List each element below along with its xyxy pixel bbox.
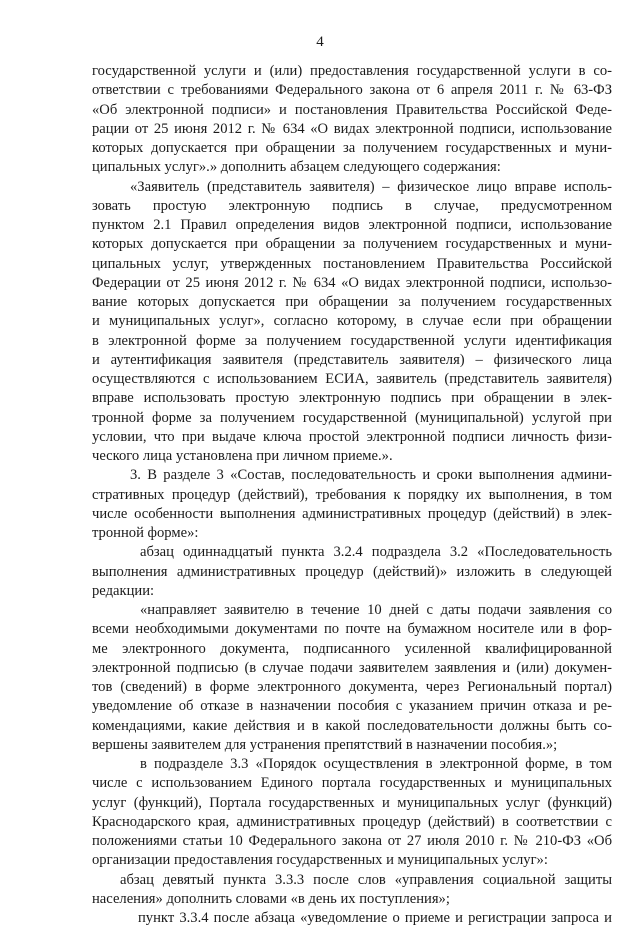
text-line: и аутентификация заявителя (представитель заявителя) – физического лица [92,351,612,368]
text-line: положениями статьи 10 Федерального закона от 27 июля 2010 г. № 210-ФЗ «Об [92,833,612,849]
text-line: вправе использовать простую электронную подпись при обращении в элек- [92,390,612,407]
text-line: ме электронного документа, подписанного усиленной квалифицированной [92,640,612,657]
text-line: редакции: [92,582,155,599]
text-line: абзац девятый пункта 3.3.3 после слов «управления социальной защиты [120,871,612,888]
page-number: 4 [316,34,324,50]
text-line: осуществляются с использованием ЕСИА, заявитель (представитель заявителя) [92,371,612,387]
text-line: «направляет заявителю в течение 10 дней с даты подачи заявления со [140,602,612,618]
text-line: ципальных услуг».» дополнить абзацем следующего содержания: [92,159,501,176]
text-line: зовать простую электронную подпись в случае, предусмотренном [92,197,612,214]
text-line: тронной форме за получением государственной (муниципальной) услугой при [92,409,612,426]
text-line: рации от 25 июня 2012 г. № 634 «О видах электронной подписи, использование [92,120,612,137]
body-text [92,62,612,928]
text-line: числе с использованием Единого портала государственных и муниципальных [92,775,612,792]
text-line: услуг (функций), Портала государственных и муниципальных услуг (функций) [92,794,612,811]
text-line: ческого лица установлена при личном приеме.». [92,448,393,464]
text-line: населения» дополнить словами «в день их поступления»; [92,890,450,907]
text-line: вание которых допускается при обращении за получением государственных [92,294,612,310]
text-line: которых допускается при обращении за получением государственных и муни- [92,140,612,156]
text-line: пунктом 2.1 Правил определения видов электронной подписи, использование [92,217,612,233]
text-line: которых допускается при обращении за получением государственных и муни- [92,236,612,253]
text-line: Краснодарского края, административных процедур (действий) в соответствии с [92,813,612,830]
text-line: в электронной форме за получением государственной услуги идентификация [92,332,612,349]
text-line: абзац одиннадцатый пункта 3.2.4 подраздела 3.2 «Последовательность [140,544,612,561]
text-line: 3. В разделе 3 «Состав, последовательность и сроки выполнения админи- [130,467,612,484]
text-line: пункт 3.3.4 после абзаца «уведомление о приеме и регистрации запроса и [138,910,612,926]
text-line: комендациями, какие действия и в какой последовательности должны быть со- [92,717,612,734]
text-line: выполнения административных процедур (действий)» изложить в следующей [92,563,612,580]
text-line: числе особенности выполнения административных процедур (действий) в элек- [92,505,612,522]
text-line: условии, что при выдаче ключа простой электронной подписи личность физи- [92,428,612,445]
text-line: ципальных услуг, утвержденных постановлением Правительства Российской [92,255,612,272]
text-line: «Об электронной подписи» и постановления Правительства Российской Феде- [92,101,612,118]
text-line: тов (сведений) в форме электронного документа, через Региональный портал) [92,679,612,695]
text-line: уведомление об отказе в назначении пособия с указанием причин отказа и ре- [92,698,612,715]
text-line: и муниципальных услуг», согласно которому, в случае если при обращении [92,313,612,330]
text-line: электронной подписью (в случае подачи заявителем заявления и (или) докумен- [92,659,612,676]
text-line: в подразделе 3.3 «Порядок осуществления в электронной форме, в том [140,756,612,772]
text-line: тронной форме»: [92,525,199,541]
text-line: государственной услуги и (или) предоставления государственной услуги в со- [92,63,612,79]
text-line: стративных процедур (действий), требования к порядку их выполнения, в том [92,486,612,503]
text-line: организации предоставления государственных и муниципальных услуг»: [92,852,548,869]
text-line: Федерации от 25 июня 2012 г. № 634 «О видах электронной подписи, использо- [92,274,612,291]
text-line: всеми необходимыми документами по почте на бумажном носителе или в фор- [92,621,612,638]
text-line: вершены заявителем для устранения препятствий в назначении пособия.»; [92,736,558,753]
text-line: ответствии с требованиями Федерального закона от 6 апреля 2011 г. № 63-ФЗ [92,82,612,99]
text-line: «Заявитель (представитель заявителя) – физическое лицо вправе исполь- [130,178,612,195]
